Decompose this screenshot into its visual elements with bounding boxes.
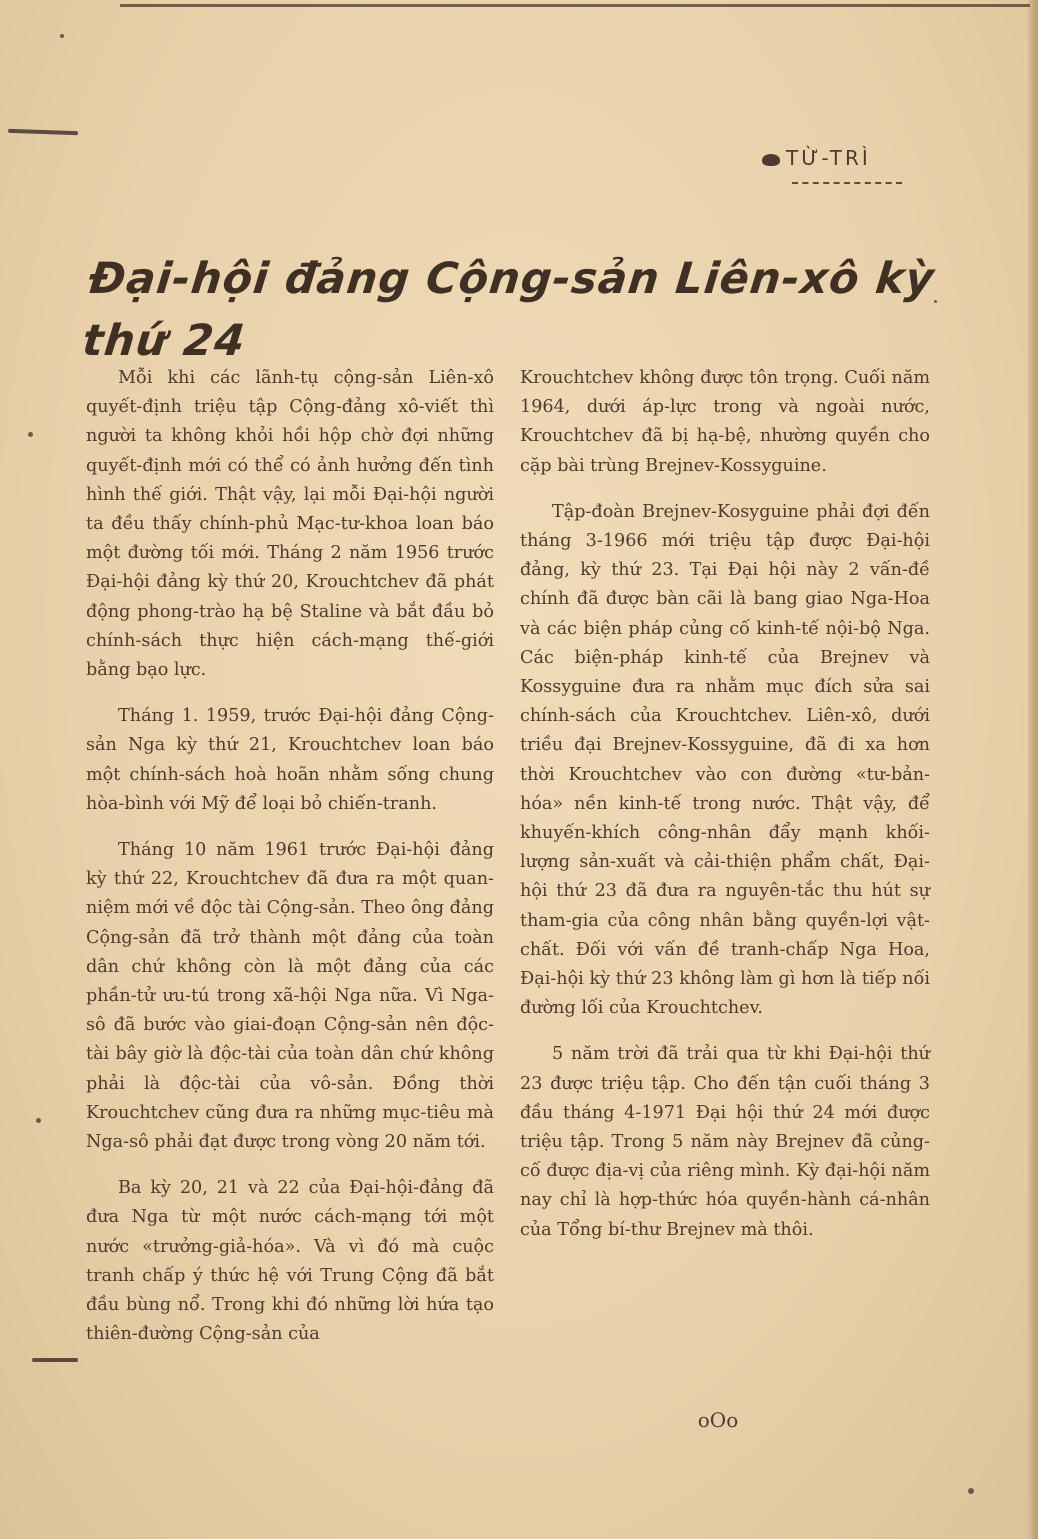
paragraph: Ba kỳ 20, 21 và 22 của Đại-hội-đảng đã đưa Nga từ một nước cách-mạng tới một nước «trưởng-giả-hóa». Và vì đó mà cuộc tranh chấp ý thức hệ với Trung Cộng đã bắt đầu bùng nổ. Trong khi đó những lời hứa tạo thiên-đường Cộng-sản của [86,1178,494,1345]
paper-speck [968,1488,974,1494]
author-underline [792,180,902,184]
margin-mark [32,1358,78,1362]
paragraph: 5 năm trời đã trải qua từ khi Đại-hội thứ 23 được triệu tập. Cho đến tận cuối tháng 3 đầu tháng 4-1971 Đại hội thứ 24 mới được triệu tập. Trong 5 năm này Brejnev đã củng-cố được địa-vị của riêng mình. Kỳ đại-hội năm nay chỉ là hợp-thức hóa quyền-hành cá-nhân của Tổng bí-thư Brejnev mà thôi. [520,1044,930,1240]
right-column [520,364,930,1262]
paragraph: Tập-đoàn Brejnev-Kosyguine phải đợi đến tháng 3-1966 mới triệu tập được Đại-hội đảng, kỳ thứ 23. Tại Đại hội này 2 vấn-đề chính đã được bàn cãi là bang giao Nga-Hoa và các biện pháp củng cố kinh-tế nội-bộ Nga. Các biện-pháp kinh-tế của Brejnev và Kossyguine đưa ra nhằm mục đích sửa sai chính-sách của Krouchtchev. Liên-xô, dưới triều đại Brejnev-Kossyguine, đã đi xa hơn thời Krouchtchev vào con đường «tư-bản-hóa» nền kinh-tế trong nước. Thật vậy, để khuyến-khích công-nhân đẩy mạnh khối-lượng sản-xuất và cải-thiện phẩm chất, Đại-hội thứ 23 đã đưa ra nguyên-tắc thu hút sự tham-gia của công nhân bằng quyền-lợi vật-chất. Đối với vấn đề tranh-chấp Nga Hoa, Đại-hội kỳ thứ 23 không làm gì hơn là tiếp nối đường lối của Krouchtchev. [520,501,930,1019]
paper-speck [60,34,64,38]
paper-speck [28,432,33,437]
author-name: TỪ-TRÌ [786,146,871,170]
paragraph: Krouchtchev không được tôn trọng. Cuối năm 1964, dưới áp-lực trong và ngoài nước, Krouchtchev đã bị hạ-bệ, nhường quyền cho cặp bài trùng Brejnev-Kossyguine. [520,368,930,476]
ornament-icon [762,154,780,166]
top-rule [120,4,1030,7]
page-edge [1028,0,1038,1539]
article-title: Đại-hội đảng Cộng-sản Liên-xô kỳ thứ 24 [80,254,938,366]
margin-mark [8,129,78,135]
end-mark: oOo [697,1408,739,1432]
paragraph: Mỗi khi các lãnh-tụ cộng-sản Liên-xô quyết-định triệu tập Cộng-đảng xô-viết thì người ta không khỏi hồi hộp chờ đợi những quyết-định mới có thể có ảnh hưởng đến tình hình thế giới. Thật vậy, lại mỗi Đại-hội người ta đều thấy chính-phủ Mạc-tư-khoa loan báo một đường tối mới. Tháng 2 năm 1956 trước Đại-hội đảng kỳ thứ 20, Krouchtchev đã phát động phong-trào hạ bệ Staline và bắt đầu bỏ chính-sách thực hiện cách-mạng thế-giới bằng bạo lực. [86,368,494,681]
author-byline [762,146,942,180]
paper-speck [36,1118,41,1123]
paragraph: Tháng 10 năm 1961 trước Đại-hội đảng kỳ thứ 22, Krouchtchev đã đưa ra một quan-niệm mới về độc tài Cộng-sản. Theo ông đảng Cộng-sản đã trở thành một đảng của toàn dân chứ không còn là một đảng của các phần-tử ưu-tú trong xã-hội Nga nữa. Vì Nga-sô đã bước vào giai-đoạn Cộng-sản nên độc-tài bây giờ là độc-tài của toàn dân chứ không phải là độc-tài của vô-sản. Đồng thời Krouchtchev cũng đưa ra những mục-tiêu mà Nga-sô phải đạt được trong vòng 20 năm tới. [86,840,494,1153]
paragraph: Tháng 1. 1959, trước Đại-hội đảng Cộng-sản Nga kỳ thứ 21, Krouchtchev loan báo một chính-sách hoà hoãn nhằm sống chung hòa-bình với Mỹ để loại bỏ chiến-tranh. [86,706,494,814]
left-column [86,364,494,1367]
